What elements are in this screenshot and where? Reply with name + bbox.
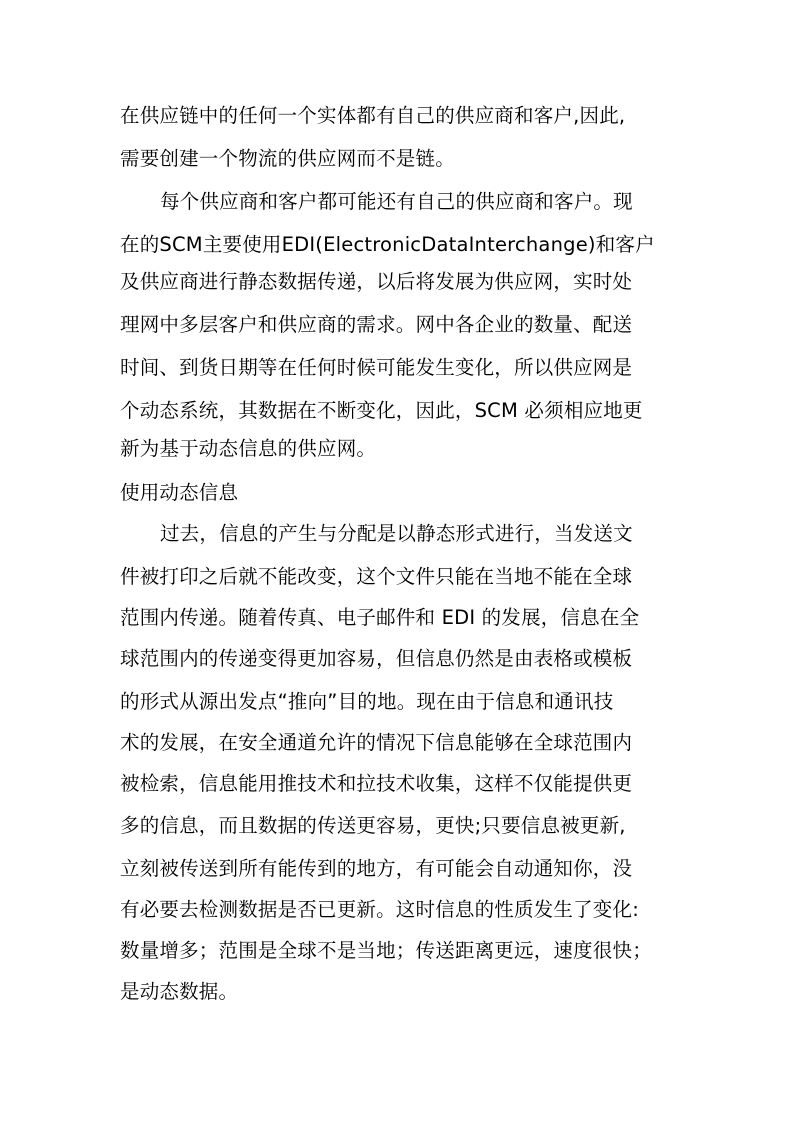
paragraph-line: 每个供应商和客户都可能还有自己的供应商和客户。现 <box>160 190 633 213</box>
paragraph-line: 时间、到货日期等在任何时候可能发生变化，所以供应网是 <box>120 356 633 379</box>
section-heading: 使用动态信息 <box>120 481 239 504</box>
paragraph-line: 需要创建一个物流的供应网而不是链。 <box>120 147 455 170</box>
paragraph-line: 有必要去检测数据是否已更新。这时信息的性质发生了变化: <box>120 898 639 921</box>
paragraph-line: 过去，信息的产生与分配是以静态形式进行，当发送文 <box>160 522 633 545</box>
paragraph-line: 在的SCM主要使用EDI(ElectronicDataInterchange)和客户 <box>120 233 655 256</box>
paragraph-line: 在供应链中的任何一个实体都有自己的供应商和客户,因此, <box>120 104 626 127</box>
paragraph-line: 范围内传递。随着传真、电子邮件和 EDI 的发展，信息在全 <box>120 606 640 629</box>
paragraph-line: 新为基于动态信息的供应网。 <box>120 437 377 460</box>
paragraph-line: 术的发展，在安全通道允许的情况下信息能够在全球范围内 <box>120 731 633 754</box>
paragraph-line: 及供应商进行静态数据传递，以后将发展为供应网，实时处 <box>120 270 633 293</box>
paragraph-line: 立刻被传送到所有能传到的地方，有可能会自动通知你，没 <box>120 857 633 880</box>
paragraph-line: 多的信息，而且数据的传送更容易，更快;只要信息被更新, <box>120 814 626 837</box>
paragraph-line: 件被打印之后就不能改变，这个文件只能在当地不能在全球 <box>120 565 633 588</box>
paragraph-line: 球范围内的传递变得更加容易，但信息仍然是由表格或模板 <box>120 647 633 670</box>
paragraph-line: 个动态系统，其数据在不断变化，因此，SCM 必须相应地更 <box>120 399 643 422</box>
paragraph-line: 理网中多层客户和供应商的需求。网中各企业的数量、配送 <box>120 313 633 336</box>
paragraph-line: 是动态数据。 <box>120 980 239 1003</box>
paragraph-line: 被检索，信息能用推技术和拉技术收集，这样不仅能提供更 <box>120 772 633 795</box>
paragraph-line: 的形式从源出发点“推向”目的地。现在由于信息和通讯技 <box>120 690 614 713</box>
paragraph-line: 数量增多；范围是全球不是当地；传送距离更远，速度很快； <box>120 939 652 962</box>
